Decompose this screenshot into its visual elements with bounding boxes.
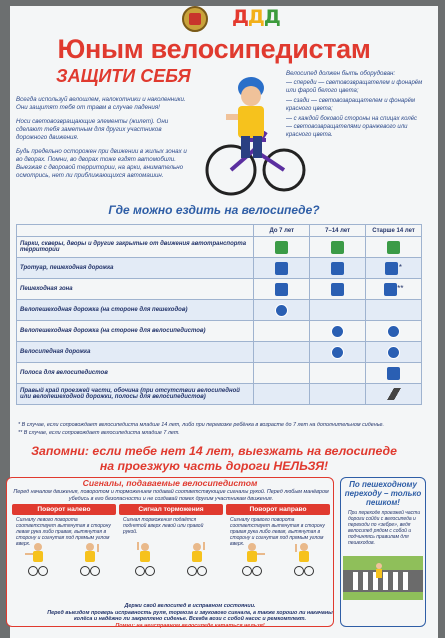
pedestrian-text: При переходе проезжей части дороги сойди с велосипеда и переходи по «зебре», ведя велосипед рядом с собой и подчиняясь правилам для пешеходов. (348, 510, 421, 546)
table-row (17, 300, 422, 321)
cyclist-figure-icon (293, 543, 315, 577)
table-row (17, 237, 422, 258)
road-sign-icon (275, 262, 288, 275)
table-cell-sign (366, 363, 422, 384)
traffic-police-badge-icon (182, 6, 208, 32)
table-row (17, 321, 422, 342)
park-sign-icon (331, 241, 344, 254)
road-sign-icon (331, 346, 344, 359)
table-cell-sign (254, 321, 310, 342)
table-cell-sign (254, 258, 310, 279)
table-cell-sign (366, 279, 422, 300)
table-cell-sign (366, 258, 422, 279)
table-cell-place: Полоса для велосипедистов (17, 363, 254, 384)
signal-left-turn (12, 504, 116, 577)
table-cell-place: Парки, скверы, дворы и другие закрытые от движения автотранспорта территории (17, 237, 254, 258)
road-sign-icon (331, 262, 344, 275)
signal-right-turn (226, 504, 330, 577)
table-cell-place: Правый край проезжей части, обочина (при отсутствии велосипедной или велопешеходной дорожки, полосы для велосипедистов) (17, 384, 254, 405)
intro-paragraph-yards: Будь предельно осторожен при движении в жилых зонах и во дворах. Помни, во дворах тоже ездят автомобили. Выезжая с дворовой территории, на арки, внимательно осмотрись, нет ли приближающихся автомашин. (16, 148, 187, 179)
equipment-item: — сзади — световозвращателем и фонарём красного цвета; (286, 98, 416, 112)
remember-warning (0, 444, 428, 474)
ddd-logo: ДДД (232, 6, 280, 28)
signal-figures (226, 543, 330, 577)
bottom-line-2: Перед выездом проверь исправность руля, тормоза и звукового сигнала, а также хорошо ли накачаны колёса и надёжно ли закреплено сиденье. Всегда вози с собой насос и ремкомплект. (47, 609, 333, 623)
table-row (17, 258, 422, 279)
table-header-7to14: 7–14 лет (310, 225, 366, 237)
table-cell-sign (254, 342, 310, 363)
road-sign-icon (385, 262, 398, 275)
table-cell-sign (310, 279, 366, 300)
table-row (17, 363, 422, 384)
signal-braking (119, 504, 223, 577)
table-cell-sign (310, 384, 366, 405)
table-row (17, 279, 422, 300)
table-cell-sign (254, 279, 310, 300)
table-header-over14: Старше 14 лет (366, 225, 422, 237)
table-cell-place: Велопешеходная дорожка (на стороне для пешеходов) (17, 300, 254, 321)
road-sign-icon (384, 283, 397, 296)
signal-description: Сигналу левого поворота соответствует вытянутая в сторону левая рука либо правая, вытянутая в сторону и согнутая под прямым углом вверх. (16, 517, 111, 547)
equipment-title: Велосипед должен быть оборудован: (286, 70, 396, 77)
park-sign-icon (275, 241, 288, 254)
intro-paragraph-vest: Носи световозвращающие элементы (жилет). Они сделают тебя заметным для других участников дорожного движения. (16, 118, 169, 141)
road-sign-icon (387, 367, 400, 380)
road-edge-icon (380, 388, 408, 400)
road-sign-icon (275, 304, 288, 317)
table-cell-sign (254, 237, 310, 258)
signal-heading: Сигнал торможения (119, 504, 223, 515)
signal-figures (12, 543, 116, 577)
zebra-crossing-illustration (343, 556, 423, 600)
table-cell-sign (254, 363, 310, 384)
table-header-under7: До 7 лет (254, 225, 310, 237)
equipment-item: — с каждой боковой стороны на спицах колёс — световозвращателями оранжевого или красного цвета. (286, 116, 418, 138)
table-cell-sign (254, 384, 310, 405)
footnote-marker: * (398, 262, 402, 272)
road-sign-icon (331, 283, 344, 296)
table-cell-sign (310, 342, 366, 363)
signal-description: Сигнал торможения подаётся поднятой вверх левой или правой рукой. (123, 517, 204, 535)
road-sign-icon (275, 283, 288, 296)
signal-figures (119, 543, 223, 577)
table-cell-sign (310, 237, 366, 258)
cyclist-figure-icon (186, 543, 208, 577)
intro-paragraph-helmet: Всегда используй велошлем, налокотники и наколенники. Они защитят тебя от травм в случае падения! (16, 96, 186, 111)
table-row (17, 342, 422, 363)
cyclist-figure-icon (79, 543, 101, 577)
table-header-place (17, 225, 254, 237)
signal-heading: Поворот налево (12, 504, 116, 515)
table-cell-sign (310, 321, 366, 342)
table-cell-sign (310, 258, 366, 279)
footnote-2: ** В случае, если сопровождает велосипедиста младше 7 лет. (18, 430, 180, 436)
table-cell-place: Пешеходная зона (17, 279, 254, 300)
remember-line-2: на проезжую часть дороги НЕЛЬЗЯ! (99, 459, 329, 473)
cyclist-figure-icon (134, 543, 156, 577)
road-sign-icon (331, 325, 344, 338)
table-cell-sign (366, 300, 422, 321)
remember-line-1: Запомни: если тебе нет 14 лет, выезжать на велосипеде (31, 444, 397, 458)
page-title: Юным велосипедистам (57, 34, 371, 64)
signals-title: Сигналы, подаваемые велосипедистом (82, 478, 258, 488)
signal-description: Сигналу правого поворота соответствует вытянутая в сторону правая рука либо левая, вытянутая в сторону и согнутая под прямым углом вверх. (230, 517, 325, 547)
table-cell-sign (254, 300, 310, 321)
equipment-list (286, 80, 424, 142)
footnote-1: * В случае, если сопровождает велосипедиста младше 14 лет, либо при перевозке ребёнка в возрасте до 7 лет на дополнительном сиденье. (18, 422, 385, 428)
table-cell-sign (310, 363, 366, 384)
signals-intro: Перед началом движения, поворотом и торможением подавай соответствующие сигналы рукой. Перед любым манёвром убедись в его безопасности и не создавай помех другим участникам движения. (13, 489, 329, 502)
table-title: Где можно ездить на велосипеде? (108, 203, 320, 217)
page-subtitle: ЗАЩИТИ СЕБЯ (56, 66, 191, 86)
bottom-warning: Помни: на неисправном велосипеде кататься нельзя! (115, 622, 265, 629)
equipment-item: — спереди — световозвращателем и фонарём или фарой белого цвета; (286, 80, 423, 94)
cyclist-figure-icon (27, 543, 49, 577)
table-cell-sign (310, 300, 366, 321)
road-sign-icon (387, 325, 400, 338)
road-sign-icon (387, 346, 400, 359)
park-sign-icon (387, 241, 400, 254)
footnote-marker: ** (396, 283, 404, 293)
table-cell-place: Велосипедная дорожка (17, 342, 254, 363)
cyclist-figure-icon (241, 543, 263, 577)
bottom-advice (40, 603, 340, 629)
table-cell-place: Тротуар, пешеходная дорожка (17, 258, 254, 279)
table-cell-place: Велопешеходная дорожка (на стороне для велосипедистов) (17, 321, 254, 342)
table-cell-sign (366, 342, 422, 363)
table-cell-sign (366, 321, 422, 342)
table-row (17, 384, 422, 405)
table-cell-sign (366, 384, 422, 405)
bottom-line-1: Держи свой велосипед в исправном состоянии. (124, 603, 256, 609)
table-cell-sign (366, 237, 422, 258)
pedestrian-title: По пешеходному переходу – только пешком! (344, 480, 422, 507)
signal-heading: Поворот направо (226, 504, 330, 515)
riding-rules-table (16, 224, 422, 405)
